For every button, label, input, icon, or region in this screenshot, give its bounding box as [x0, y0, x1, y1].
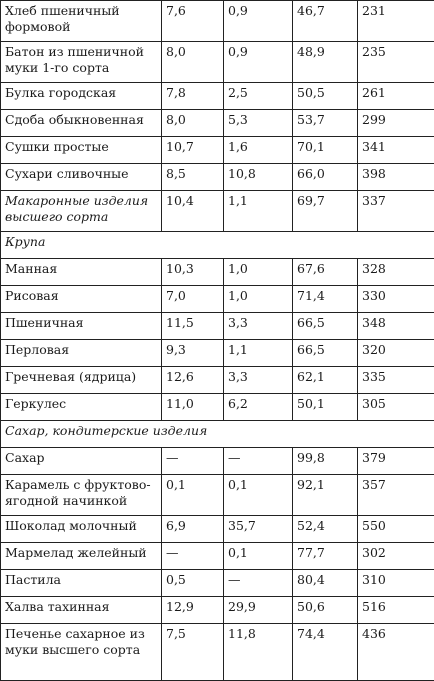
table-row — [1, 259, 434, 286]
value-cell-c3: 46,7 — [293, 1, 358, 42]
value-cell-c3: 77,7 — [293, 543, 358, 570]
value-cell-c1: 11,5 — [162, 313, 224, 340]
value-cell-c4: 337 — [358, 191, 434, 232]
value-cell-c4: 305 — [358, 394, 434, 421]
value-cell-c4: 550 — [358, 516, 434, 543]
section-row — [1, 421, 434, 448]
product-name-cell: Макаронные изделия высшего сорта — [1, 191, 162, 232]
value-cell-c3: 70,1 — [293, 137, 358, 164]
product-name-cell: Карамель с фруктово-ягодной начинкой — [1, 475, 162, 516]
value-cell-c1: 8,0 — [162, 110, 224, 137]
table-row — [1, 475, 434, 516]
product-name-cell: Печенье сахарное из муки высшего сорта — [1, 624, 162, 681]
value-cell-c2: — — [224, 570, 293, 597]
value-cell-c4: 379 — [358, 448, 434, 475]
value-cell-c4: 436 — [358, 624, 434, 681]
table-row — [1, 42, 434, 83]
value-cell-c2: 29,9 — [224, 597, 293, 624]
value-cell-c1: 10,3 — [162, 259, 224, 286]
value-cell-c4: 299 — [358, 110, 434, 137]
value-cell-c3: 92,1 — [293, 475, 358, 516]
table-row — [1, 624, 434, 681]
value-cell-c1: 8,5 — [162, 164, 224, 191]
value-cell-c4: 516 — [358, 597, 434, 624]
value-cell-c4: 302 — [358, 543, 434, 570]
product-name-cell: Хлеб пшеничный формовой — [1, 1, 162, 42]
value-cell-c3: 52,4 — [293, 516, 358, 543]
value-cell-c4: 330 — [358, 286, 434, 313]
product-name-cell: Мармелад желейный — [1, 543, 162, 570]
value-cell-c3: 99,8 — [293, 448, 358, 475]
table-body — [1, 1, 434, 681]
value-cell-c1: 7,8 — [162, 83, 224, 110]
product-name-cell: Перловая — [1, 340, 162, 367]
section-row — [1, 232, 434, 259]
value-cell-c3: 62,1 — [293, 367, 358, 394]
table-row — [1, 570, 434, 597]
value-cell-c4: 261 — [358, 83, 434, 110]
value-cell-c1: 7,5 — [162, 624, 224, 681]
section-title: Сахар, кондитерские изделия — [1, 421, 434, 448]
value-cell-c2: 0,9 — [224, 42, 293, 83]
value-cell-c2: 2,5 — [224, 83, 293, 110]
value-cell-c2: 1,1 — [224, 340, 293, 367]
value-cell-c2: 0,1 — [224, 475, 293, 516]
value-cell-c1: 10,4 — [162, 191, 224, 232]
value-cell-c1: 11,0 — [162, 394, 224, 421]
value-cell-c2: 0,9 — [224, 1, 293, 42]
table-row — [1, 313, 434, 340]
value-cell-c1: 0,5 — [162, 570, 224, 597]
product-name-cell: Геркулес — [1, 394, 162, 421]
product-name-cell: Халва тахинная — [1, 597, 162, 624]
table-row — [1, 83, 434, 110]
product-name-cell: Батон из пшеничной муки 1-го сорта — [1, 42, 162, 83]
product-name-cell: Гречневая (ядрица) — [1, 367, 162, 394]
value-cell-c2: 35,7 — [224, 516, 293, 543]
table-row — [1, 1, 434, 42]
section-title: Крупа — [1, 232, 434, 259]
value-cell-c3: 53,7 — [293, 110, 358, 137]
product-name-cell: Сушки простые — [1, 137, 162, 164]
table-row — [1, 340, 434, 367]
value-cell-c2: — — [224, 448, 293, 475]
value-cell-c2: 10,8 — [224, 164, 293, 191]
table-row — [1, 110, 434, 137]
value-cell-c3: 50,6 — [293, 597, 358, 624]
table-row — [1, 286, 434, 313]
product-name-cell: Сухари сливочные — [1, 164, 162, 191]
value-cell-c4: 310 — [358, 570, 434, 597]
value-cell-c4: 341 — [358, 137, 434, 164]
value-cell-c3: 80,4 — [293, 570, 358, 597]
value-cell-c1: — — [162, 543, 224, 570]
product-name-cell: Булка городская — [1, 83, 162, 110]
value-cell-c3: 66,0 — [293, 164, 358, 191]
table-row — [1, 367, 434, 394]
value-cell-c4: 320 — [358, 340, 434, 367]
value-cell-c3: 69,7 — [293, 191, 358, 232]
value-cell-c4: 398 — [358, 164, 434, 191]
value-cell-c3: 66,5 — [293, 313, 358, 340]
value-cell-c1: 6,9 — [162, 516, 224, 543]
value-cell-c3: 74,4 — [293, 624, 358, 681]
table-row — [1, 191, 434, 232]
value-cell-c4: 348 — [358, 313, 434, 340]
value-cell-c3: 48,9 — [293, 42, 358, 83]
value-cell-c2: 1,6 — [224, 137, 293, 164]
product-name-cell: Сдоба обыкновенная — [1, 110, 162, 137]
table-row — [1, 137, 434, 164]
value-cell-c1: 9,3 — [162, 340, 224, 367]
value-cell-c1: 10,7 — [162, 137, 224, 164]
value-cell-c3: 50,5 — [293, 83, 358, 110]
value-cell-c2: 6,2 — [224, 394, 293, 421]
value-cell-c2: 1,0 — [224, 286, 293, 313]
value-cell-c1: 8,0 — [162, 42, 224, 83]
product-name-cell: Сахар — [1, 448, 162, 475]
value-cell-c4: 235 — [358, 42, 434, 83]
value-cell-c3: 66,5 — [293, 340, 358, 367]
product-name-cell: Манная — [1, 259, 162, 286]
table-row — [1, 394, 434, 421]
table-row — [1, 516, 434, 543]
table-row — [1, 543, 434, 570]
table-row — [1, 164, 434, 191]
value-cell-c2: 1,0 — [224, 259, 293, 286]
value-cell-c1: 7,6 — [162, 1, 224, 42]
value-cell-c1: 12,9 — [162, 597, 224, 624]
value-cell-c1: — — [162, 448, 224, 475]
value-cell-c3: 71,4 — [293, 286, 358, 313]
value-cell-c2: 5,3 — [224, 110, 293, 137]
value-cell-c4: 335 — [358, 367, 434, 394]
table-row — [1, 448, 434, 475]
value-cell-c4: 231 — [358, 1, 434, 42]
product-name-cell: Шоколад молочный — [1, 516, 162, 543]
value-cell-c2: 3,3 — [224, 313, 293, 340]
table-row — [1, 597, 434, 624]
value-cell-c2: 0,1 — [224, 543, 293, 570]
value-cell-c2: 1,1 — [224, 191, 293, 232]
value-cell-c2: 3,3 — [224, 367, 293, 394]
product-name-cell: Рисовая — [1, 286, 162, 313]
value-cell-c4: 328 — [358, 259, 434, 286]
product-name-cell: Пшеничная — [1, 313, 162, 340]
value-cell-c3: 67,6 — [293, 259, 358, 286]
value-cell-c1: 0,1 — [162, 475, 224, 516]
value-cell-c1: 12,6 — [162, 367, 224, 394]
value-cell-c2: 11,8 — [224, 624, 293, 681]
value-cell-c1: 7,0 — [162, 286, 224, 313]
product-name-cell: Пастила — [1, 570, 162, 597]
value-cell-c3: 50,1 — [293, 394, 358, 421]
value-cell-c4: 357 — [358, 475, 434, 516]
